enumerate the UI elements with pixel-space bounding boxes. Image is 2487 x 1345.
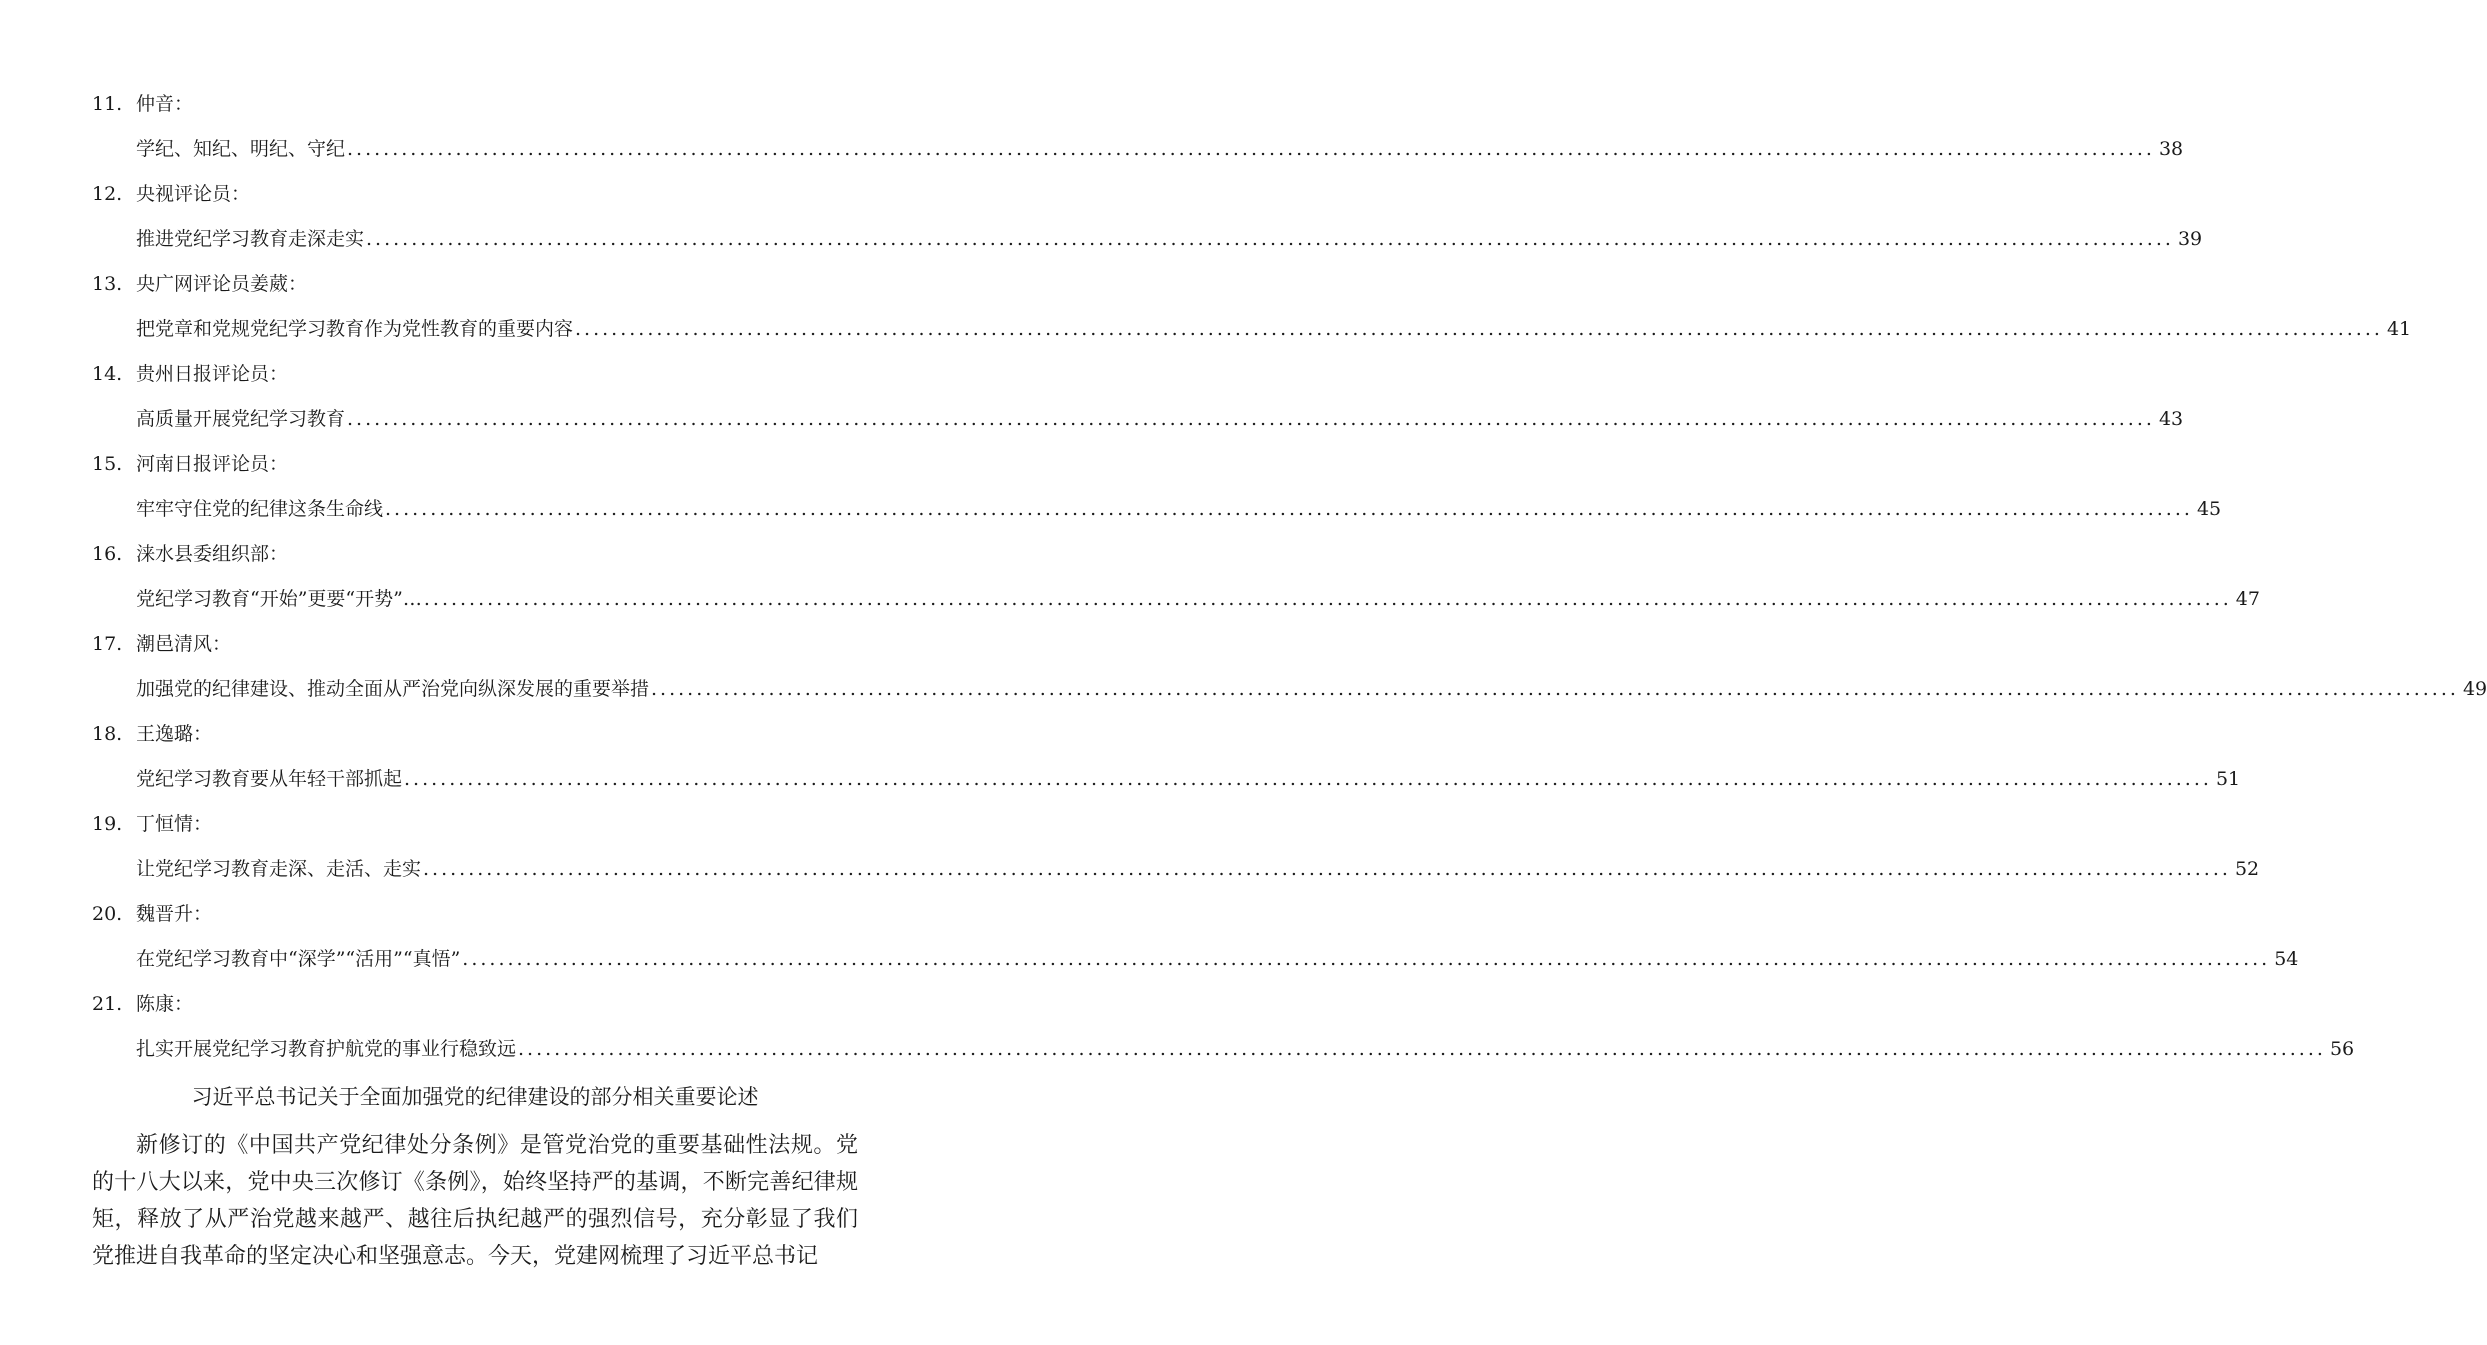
toc-entry [92, 982, 2355, 1072]
toc-page-number: 56 [2329, 1038, 2355, 1060]
toc-page-number: 41 [2386, 318, 2412, 340]
toc-entry-author: 王逸璐： [136, 723, 213, 745]
toc-entry-author: 贵州日报评论员： [136, 363, 289, 385]
toc-author-line [92, 172, 862, 217]
toc-entry-author: 魏晋升： [136, 903, 213, 925]
toc-entry [92, 352, 2184, 442]
toc-author-line [92, 82, 862, 127]
toc-entry-number: 12. [92, 183, 123, 205]
toc-page-number: 45 [2196, 498, 2222, 520]
toc-entry-number: 13. [92, 273, 123, 295]
toc-entry [92, 712, 2241, 802]
toc-entry [92, 802, 2260, 892]
toc-entry-author: 河南日报评论员： [136, 453, 289, 475]
toc-author-line [92, 802, 862, 847]
toc-page-number: 43 [2158, 408, 2184, 430]
toc-entry-title: 加强党的纪律建设、推动全面从严治党向纵深发展的重要举措 [136, 678, 650, 700]
toc-page-number: 54 [2274, 948, 2299, 970]
toc-entry-number: 11. [92, 93, 123, 115]
toc-list [92, 82, 2487, 1072]
toc-author-line [92, 532, 862, 577]
toc-dot-leader: ........................................................................................................................................................................................................ [462, 948, 2271, 970]
toc-title-line[interactable] [136, 577, 2260, 622]
toc-entry-author: 央广网评论员姜葳： [136, 273, 308, 295]
toc-entry [92, 892, 2299, 982]
toc-dot-leader: ........................................................................................................................................................................................................ [651, 678, 2459, 700]
toc-title-line[interactable] [136, 127, 2184, 172]
toc-entry-title: 高质量开展党纪学习教育 [136, 408, 346, 430]
toc-entry-author: 丁恒情： [136, 813, 213, 835]
toc-entry-title: 扎实开展党纪学习教育护航党的事业行稳致远 [136, 1038, 517, 1060]
toc-entry-title: 把党章和党规党纪学习教育作为党性教育的重要内容 [136, 318, 574, 340]
toc-author-line [92, 622, 862, 667]
table-of-contents [92, 82, 2487, 1072]
toc-title-line[interactable] [136, 757, 2241, 802]
toc-page-number: 52 [2234, 858, 2260, 880]
toc-author-line [92, 892, 862, 937]
toc-dot-leader: ........................................................................................................................................................................................................ [385, 498, 2193, 520]
toc-entry-title: 党纪学习教育“开始”更要“开势”… [136, 588, 422, 610]
toc-title-line[interactable] [136, 847, 2260, 892]
toc-dot-leader: ........................................................................................................................................................................................................ [423, 588, 2232, 610]
toc-entry-number: 21. [92, 993, 123, 1015]
toc-entry-author: 陈康： [136, 993, 194, 1015]
toc-author-line [92, 982, 862, 1027]
toc-author-line [92, 712, 862, 757]
toc-entry-number: 17. [92, 633, 123, 655]
toc-entry-title: 牢牢守住党的纪律这条生命线 [136, 498, 384, 520]
toc-entry-author: 潮邑清风： [136, 633, 232, 655]
toc-author-line [92, 442, 862, 487]
toc-page-number: 39 [2177, 228, 2203, 250]
toc-page-number: 51 [2215, 768, 2241, 790]
toc-entry [92, 82, 2184, 172]
toc-entry [92, 622, 2487, 712]
toc-dot-leader: ........................................................................................................................................................................................................ [518, 1038, 2326, 1060]
toc-author-line [92, 352, 862, 397]
body-paragraph: 新修订的《中国共产党纪律处分条例》是管党治党的重要基础性法规。党的十八大以来，党中央三次修订《条例》，始终坚持严的基调，不断完善纪律规矩，释放了从严治党越来越严、越往后执纪越严的强烈信号，充分彰显了我们党推进自我革命的坚定决心和坚强意志。今天，党建网梳理了习近平总书记 [92, 1133, 858, 1269]
toc-entry [92, 442, 2222, 532]
toc-dot-leader: ........................................................................................................................................................................................................ [575, 318, 2383, 340]
toc-dot-leader: ........................................................................................................................................................................................................ [347, 138, 2155, 160]
toc-page-number: 49 [2462, 678, 2487, 700]
toc-entry-title: 党纪学习教育要从年轻干部抓起 [136, 768, 403, 790]
toc-page-number: 47 [2235, 588, 2260, 610]
toc-entry [92, 262, 2412, 352]
toc-dot-leader: ........................................................................................................................................................................................................ [347, 408, 2155, 430]
toc-entry-author: 涞水县委组织部： [136, 543, 289, 565]
toc-title-line[interactable] [136, 217, 2203, 262]
toc-title-line[interactable] [136, 307, 2412, 352]
toc-entry-number: 18. [92, 723, 123, 745]
toc-dot-leader: ........................................................................................................................................................................................................ [423, 858, 2231, 880]
toc-entry-number: 19. [92, 813, 123, 835]
toc-page-number: 38 [2158, 138, 2184, 160]
toc-entry-number: 16. [92, 543, 123, 565]
toc-title-line[interactable] [136, 487, 2222, 532]
toc-title-line[interactable] [136, 667, 2487, 712]
toc-entry [92, 172, 2203, 262]
toc-entry-title: 学纪、知纪、明纪、守纪 [136, 138, 346, 160]
toc-title-line[interactable] [136, 937, 2299, 982]
toc-entry-title: 让党纪学习教育走深、走活、走实 [136, 858, 422, 880]
toc-dot-leader: ........................................................................................................................................................................................................ [404, 768, 2212, 790]
toc-entry-title: 在党纪学习教育中“深学”“活用”“真悟” [136, 948, 461, 970]
toc-entry-number: 20. [92, 903, 123, 925]
toc-entry-number: 14. [92, 363, 123, 385]
toc-entry-title: 推进党纪学习教育走深走实 [136, 228, 365, 250]
toc-entry-number: 15. [92, 453, 123, 475]
section-heading: 习近平总书记关于全面加强党的纪律建设的部分相关重要论述 [191, 1085, 759, 1109]
toc-entry [92, 532, 2260, 622]
toc-title-line[interactable] [136, 397, 2184, 442]
toc-title-line[interactable] [136, 1027, 2355, 1072]
toc-entry-author: 仲音： [136, 93, 194, 115]
toc-dot-leader: ........................................................................................................................................................................................................ [366, 228, 2174, 250]
toc-entry-author: 央视评论员： [136, 183, 251, 205]
toc-author-line [92, 262, 862, 307]
